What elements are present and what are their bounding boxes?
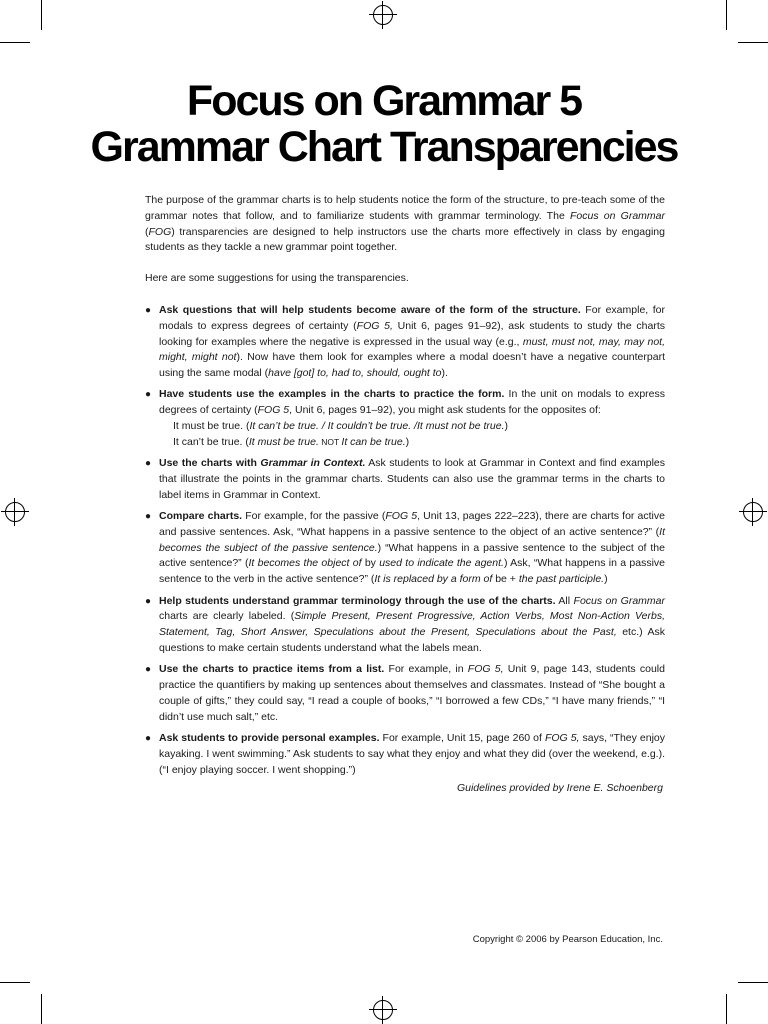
crop-mark (738, 982, 768, 983)
page-title-line-2: Grammar Chart Transparencies (90, 123, 678, 171)
bullet-icon: ● (145, 305, 152, 316)
crop-mark (41, 994, 42, 1024)
crop-mark (0, 42, 30, 43)
bullet-icon: ● (145, 664, 152, 676)
registration-mark-icon (373, 5, 393, 25)
bullet-icon: ● (145, 389, 152, 401)
intro-paragraph: The purpose of the grammar charts is to help students notice the form of the structure, to pre-teach some of the grammar notes that follow, and to familiarize students with grammar terminology. The Focus on Grammar (FOG) transparencies are designed to help instructors use the charts more effectively in class by engaging students as they tackle a new grammar point together. (145, 194, 665, 254)
bullet-icon: ● (145, 732, 152, 744)
suggestions-intro: Here are some suggestions for using the transparencies. (145, 272, 409, 284)
crop-mark (0, 982, 30, 983)
list-item: ● Have students use the examples in the charts to practice the form. In the unit on modals to express degrees of certainty (FOG 5, Unit 6, pages 91–92), you might ask students for the opposites of: It must be true. (It can’t be true. / It couldn’t be true. /It must not be true.) It can’t be true. (It must be true. NOT It can be true.) (145, 387, 665, 450)
crop-mark (738, 42, 768, 43)
example-line: It can’t be true. (It must be true. NOT It can be true.) (173, 435, 410, 448)
registration-mark-icon (373, 1000, 393, 1020)
list-item: ● Use the charts to practice items from a list. For example, in FOG 5, Unit 9, page 143, students could practice the quantifiers by making up sentences about themselves and classmates. Instead of “She bought a couple of gifts,” they could say, “I read a couple of books,” “I borrowed a few CDs,” “I have many friends,” “I didn’t use much salt,” etc. (145, 663, 665, 723)
suggestion-list (145, 303, 665, 784)
copyright-notice: Copyright © 2006 by Pearson Education, Inc. (472, 934, 663, 945)
list-item: ● Ask questions that will help students become aware of the form of the structure. For example, for modals to express degrees of certainty (FOG 5, Unit 6, pages 91–92), ask students to study the charts looking for examples where the negative is expressed in the usual way (e.g., must, must not, may, may not, might, might not). Now have them look for examples where a modal doesn’t have a negative counterpart using the same modal (have [got] to, had to, should, ought to). (145, 304, 665, 380)
guidelines-credit: Guidelines provided by Irene E. Schoenberg (456, 782, 663, 794)
list-item: ● Help students understand grammar terminology through the use of the charts. All Focus on Grammar charts are clearly labeled. (Simple Present, Present Progressive, Action Verbs, Most Non-Action Verbs, Statement, Tag, Short Answer, Speculations about the Present, Speculations about the Past, etc.) Ask questions to make certain students understand what the labels mean. (145, 594, 665, 654)
crop-mark (726, 0, 727, 30)
example-line: It must be true. (It can’t be true. / It couldn’t be true. /It must not be true.) (173, 420, 509, 433)
bullet-icon: ● (145, 458, 152, 470)
list-item: ● Use the charts with Grammar in Context. Ask students to look at Grammar in Context and find examples that illustrate the points in the grammar charts. Students can also use the grammar terms in the charts to label items in Grammar in Context. (145, 457, 666, 501)
crop-mark (726, 994, 727, 1024)
list-item: ● Compare charts. For example, for the passive (FOG 5, Unit 13, pages 222–223), there are charts for active and passive sentences. Ask, “What happens in a passive sentence to the object of an active sentence?” (It becomes the subject of the passive sentence.) “What happens in a passive sentence to the subject of the active sentence?” (It becomes the object of by used to indicate the agent.) Ask, “What happens in a passive sentence to the verb in the active sentence?” (It is replaced by a form of be + the past participle.) (145, 510, 665, 586)
bullet-icon: ● (145, 511, 152, 523)
page-title-line-1: Focus on Grammar 5 (186, 77, 582, 125)
registration-mark-icon (743, 502, 763, 522)
registration-mark-icon (5, 502, 25, 522)
bullet-icon: ● (145, 595, 152, 607)
list-item: ● Ask students to provide personal examples. For example, Unit 15, page 260 of FOG 5, says, “They enjoy kayaking. I went swimming.” Ask students to say what they enjoy and what they did (over the weekend, e.g.). (“I enjoy playing soccer. I went shopping.”) (145, 731, 665, 776)
crop-mark (41, 0, 42, 30)
